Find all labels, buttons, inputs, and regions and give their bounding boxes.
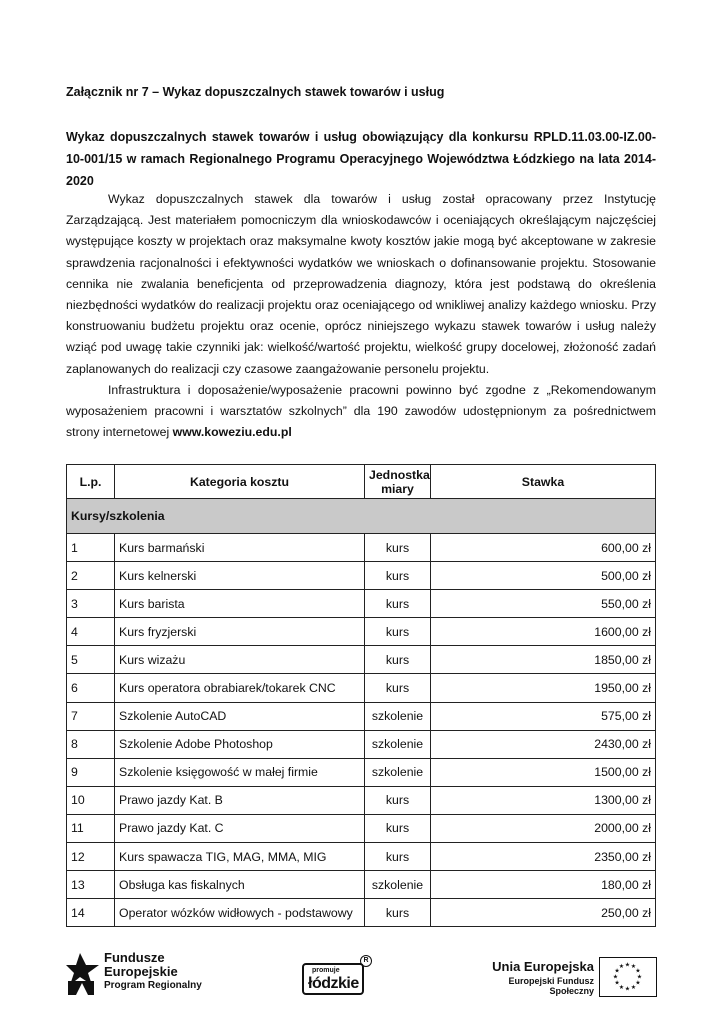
row-lp: 5 — [67, 646, 115, 674]
fe-line-1: Fundusze — [104, 950, 165, 965]
row-rate: 1600,00 zł — [431, 618, 656, 646]
fe-star-icon — [66, 951, 100, 997]
row-lp: 6 — [67, 674, 115, 702]
row-category: Kurs spawacza TIG, MAG, MMA, MIG — [115, 843, 365, 871]
row-lp: 12 — [67, 843, 115, 871]
row-unit: kurs — [365, 534, 431, 562]
eu-star-icon: ★ — [614, 968, 620, 975]
intro-paragraph-1: Wykaz dopuszczalnych stawek dla towarów i usług został opracowany przez Instytucję Zarządzającą. Jest materiałem pomocniczym dla wnioskodawców i oceniających określającym najczęściej występujące koszty w projektach oraz maksymalne kwoty kosztów jakie mogą być akceptowane w zakresie sprawdzenia racjonalności i efektywności wydatków we wnioskach o dofinansowanie projektu. Stosowanie cennika nie zwalania beneficjenta od przeprowadzenia diagnozy, która jest podstawą do określenia niezbędności wydatków do realizacji projektu oraz oceniającego od wnikliwej analizy każdego wniosku. Przy konstruowaniu budżetu projektu oraz ocenie, oprócz niniejszego wykazu stawek towarów i usług należy wziąć pod uwagę takie czynniki jak: wielkość/wartość projektu, wielkość grupy docelowej, złożoność zadań zaplanowanych do realizacji czy czasowe zaangażowanie personelu projektu. — [66, 192, 656, 376]
koweziu-link[interactable]: www.koweziu.edu.pl — [172, 425, 292, 440]
row-lp: 3 — [67, 590, 115, 618]
table-header-row — [67, 465, 656, 499]
row-rate: 2000,00 zł — [431, 814, 656, 842]
row-lp: 14 — [67, 899, 115, 927]
table-row — [67, 674, 656, 702]
lodz-small-text: promuje — [312, 967, 340, 974]
table-row — [67, 814, 656, 842]
row-unit: kurs — [365, 562, 431, 590]
header-unit: Jednostka miary — [365, 465, 431, 499]
table-row — [67, 899, 656, 927]
row-category: Szkolenie księgowość w małej firmie — [115, 758, 365, 786]
row-lp: 8 — [67, 730, 115, 758]
lodz-big-text: łódzkie — [308, 975, 359, 992]
row-unit: kurs — [365, 674, 431, 702]
row-category: Kurs operatora obrabiarek/tokarek CNC — [115, 674, 365, 702]
row-category: Prawo jazdy Kat. B — [115, 786, 365, 814]
row-category: Szkolenie AutoCAD — [115, 702, 365, 730]
row-lp: 2 — [67, 562, 115, 590]
row-lp: 11 — [67, 814, 115, 842]
header-rate: Stawka — [431, 465, 656, 499]
eu-star-icon: ★ — [635, 968, 641, 975]
row-rate: 180,00 zł — [431, 871, 656, 899]
row-rate: 575,00 zł — [431, 702, 656, 730]
row-rate: 1950,00 zł — [431, 674, 656, 702]
row-unit: szkolenie — [365, 871, 431, 899]
eu-flag-icon — [599, 957, 657, 997]
eu-star-icon: ★ — [618, 964, 625, 971]
eu-star-icon: ★ — [635, 980, 641, 987]
document-subtitle: Wykaz dopuszczalnych stawek towarów i usług obowiązujący dla konkursu RPLD.11.03.00-IZ.00-10-001/15 w ramach Regionalnego Programu Operacyjnego Województwa Łódzkiego na lata 2014-2020 — [66, 130, 656, 188]
row-rate: 250,00 zł — [431, 899, 656, 927]
table-row — [67, 562, 656, 590]
row-category: Obsługa kas fiskalnych — [115, 871, 365, 899]
eu-star-icon: ★ — [618, 984, 625, 991]
row-unit: szkolenie — [365, 702, 431, 730]
row-unit: szkolenie — [365, 758, 431, 786]
row-category: Kurs fryzjerski — [115, 618, 365, 646]
row-rate: 1300,00 zł — [431, 786, 656, 814]
row-rate: 2350,00 zł — [431, 843, 656, 871]
intro-text — [66, 189, 656, 443]
header-category: Kategoria kosztu — [115, 465, 365, 499]
row-rate: 1850,00 zł — [431, 646, 656, 674]
promuje-lodzkie-logo — [302, 955, 370, 997]
table-row — [67, 590, 656, 618]
eu-star-icon: ★ — [612, 974, 619, 981]
table-row — [67, 786, 656, 814]
row-category: Operator wózków widłowych - podstawowy — [115, 899, 365, 927]
page-title: Załącznik nr 7 – Wykaz dopuszczalnych stawek towarów i usług — [66, 85, 445, 99]
eu-star-icon: ★ — [624, 962, 631, 969]
intro-paragraph-2-text: Infrastruktura i doposażenie/wyposażenie pracowni powinno być zgodne z „Rekomendowanym wyposażeniem pracowni i warsztatów szkolnych” dla 190 zawodów udostępnionym za pośrednictwem strony internetowej — [66, 382, 656, 440]
table-row — [67, 730, 656, 758]
row-lp: 7 — [67, 702, 115, 730]
fe-line-2: Europejskie — [104, 964, 178, 979]
fe-line-3: Program Regionalny — [104, 980, 202, 991]
eu-star-icon: ★ — [624, 986, 631, 993]
row-unit: szkolenie — [365, 730, 431, 758]
row-unit: kurs — [365, 618, 431, 646]
row-unit: kurs — [365, 646, 431, 674]
row-unit: kurs — [365, 590, 431, 618]
fundusze-europejskie-logo — [66, 951, 206, 1001]
table-row — [67, 758, 656, 786]
eu-caption — [462, 959, 594, 996]
intro-paragraph-2 — [66, 380, 656, 444]
eu-star-icon: ★ — [636, 974, 643, 981]
eu-stars-icon — [600, 958, 655, 995]
row-unit: kurs — [365, 899, 431, 927]
table-row — [67, 646, 656, 674]
header-lp: L.p. — [67, 465, 115, 499]
row-lp: 13 — [67, 871, 115, 899]
row-lp: 1 — [67, 534, 115, 562]
eu-star-icon: ★ — [614, 980, 620, 987]
row-rate: 2430,00 zł — [431, 730, 656, 758]
eu-line-1: Unia Europejska — [492, 959, 594, 974]
eu-star-icon: ★ — [630, 984, 637, 991]
row-category: Szkolenie Adobe Photoshop — [115, 730, 365, 758]
row-unit: kurs — [365, 814, 431, 842]
row-rate: 1500,00 zł — [431, 758, 656, 786]
registered-icon: R — [360, 955, 372, 967]
table-row — [67, 618, 656, 646]
table-row — [67, 871, 656, 899]
table-row — [67, 843, 656, 871]
section-row — [67, 499, 656, 534]
row-lp: 9 — [67, 758, 115, 786]
row-unit: kurs — [365, 843, 431, 871]
row-category: Kurs barista — [115, 590, 365, 618]
row-category: Kurs barmański — [115, 534, 365, 562]
row-rate: 500,00 zł — [431, 562, 656, 590]
row-lp: 10 — [67, 786, 115, 814]
cost-rates-table — [66, 464, 656, 927]
eu-line-2: Europejski Fundusz Społeczny — [508, 976, 594, 996]
section-label: Kursy/szkolenia — [67, 499, 656, 534]
table-row — [67, 702, 656, 730]
eu-star-icon: ★ — [630, 964, 637, 971]
row-rate: 600,00 zł — [431, 534, 656, 562]
footer-logos — [0, 945, 724, 1005]
row-category: Kurs kelnerski — [115, 562, 365, 590]
row-category: Kurs wizażu — [115, 646, 365, 674]
row-rate: 550,00 zł — [431, 590, 656, 618]
row-category: Prawo jazdy Kat. C — [115, 814, 365, 842]
row-lp: 4 — [67, 618, 115, 646]
row-unit: kurs — [365, 786, 431, 814]
lodz-logo-box — [302, 963, 364, 995]
table-row — [67, 534, 656, 562]
